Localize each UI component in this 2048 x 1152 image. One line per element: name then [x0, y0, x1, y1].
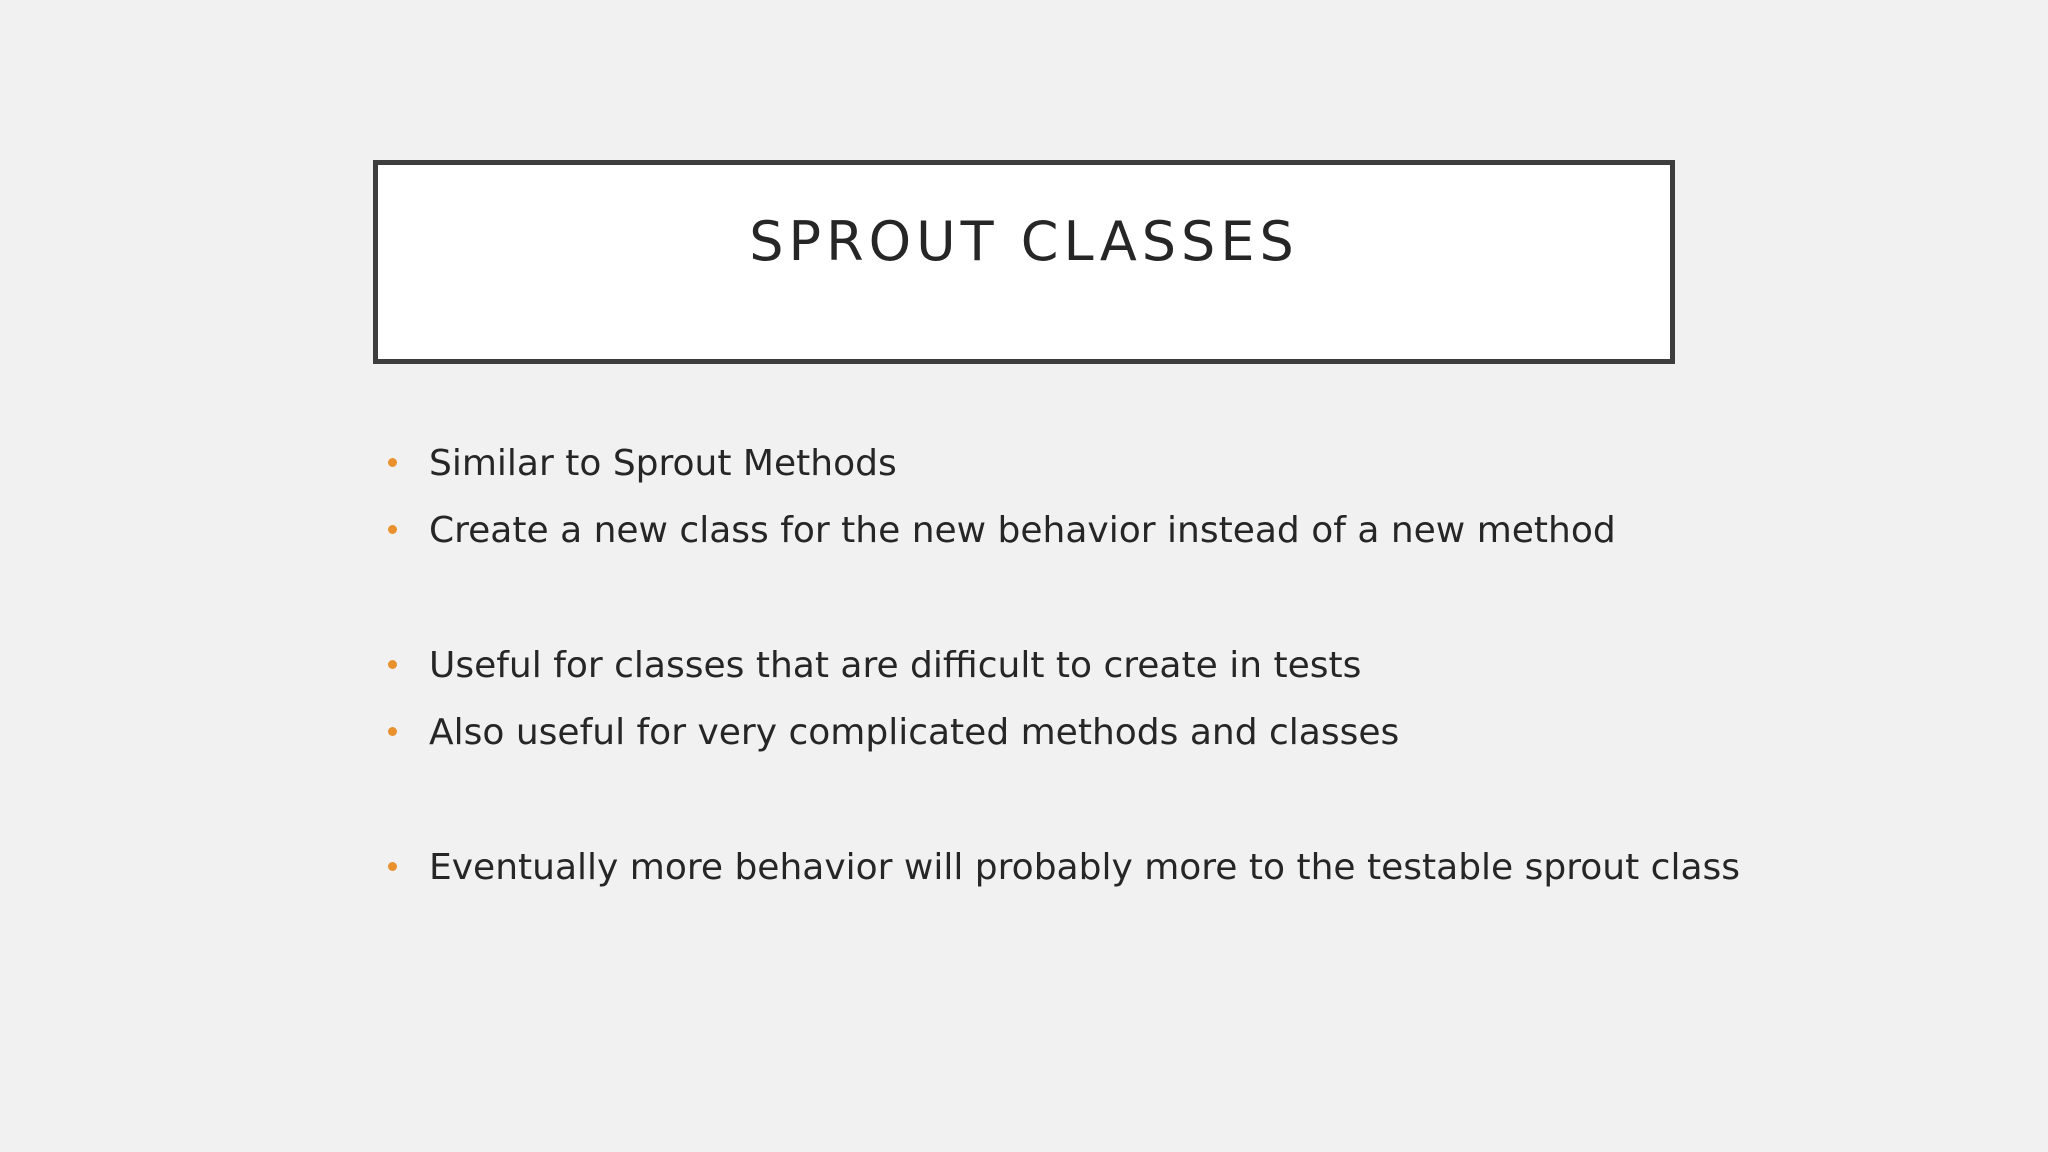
bullet-dot-icon: [388, 458, 397, 467]
bullet-text: Eventually more behavior will probably more to the testable sprout class: [429, 847, 1741, 888]
bullet-dot-icon: [388, 862, 397, 871]
slide-title: SPROUT CLASSES: [749, 210, 1299, 273]
title-box: [373, 160, 1675, 364]
bullet-text: Useful for classes that are difficult to create in tests: [429, 645, 1362, 686]
bullet-text: Also useful for very complicated methods and classes: [429, 712, 1400, 753]
bullet-text: Similar to Sprout Methods: [429, 443, 897, 484]
bullet-text: Create a new class for the new behavior instead of a new method: [429, 510, 1616, 551]
bullet-dot-icon: [388, 525, 397, 534]
bullet-dot-icon: [388, 660, 397, 669]
bullet-dot-icon: [388, 727, 397, 736]
